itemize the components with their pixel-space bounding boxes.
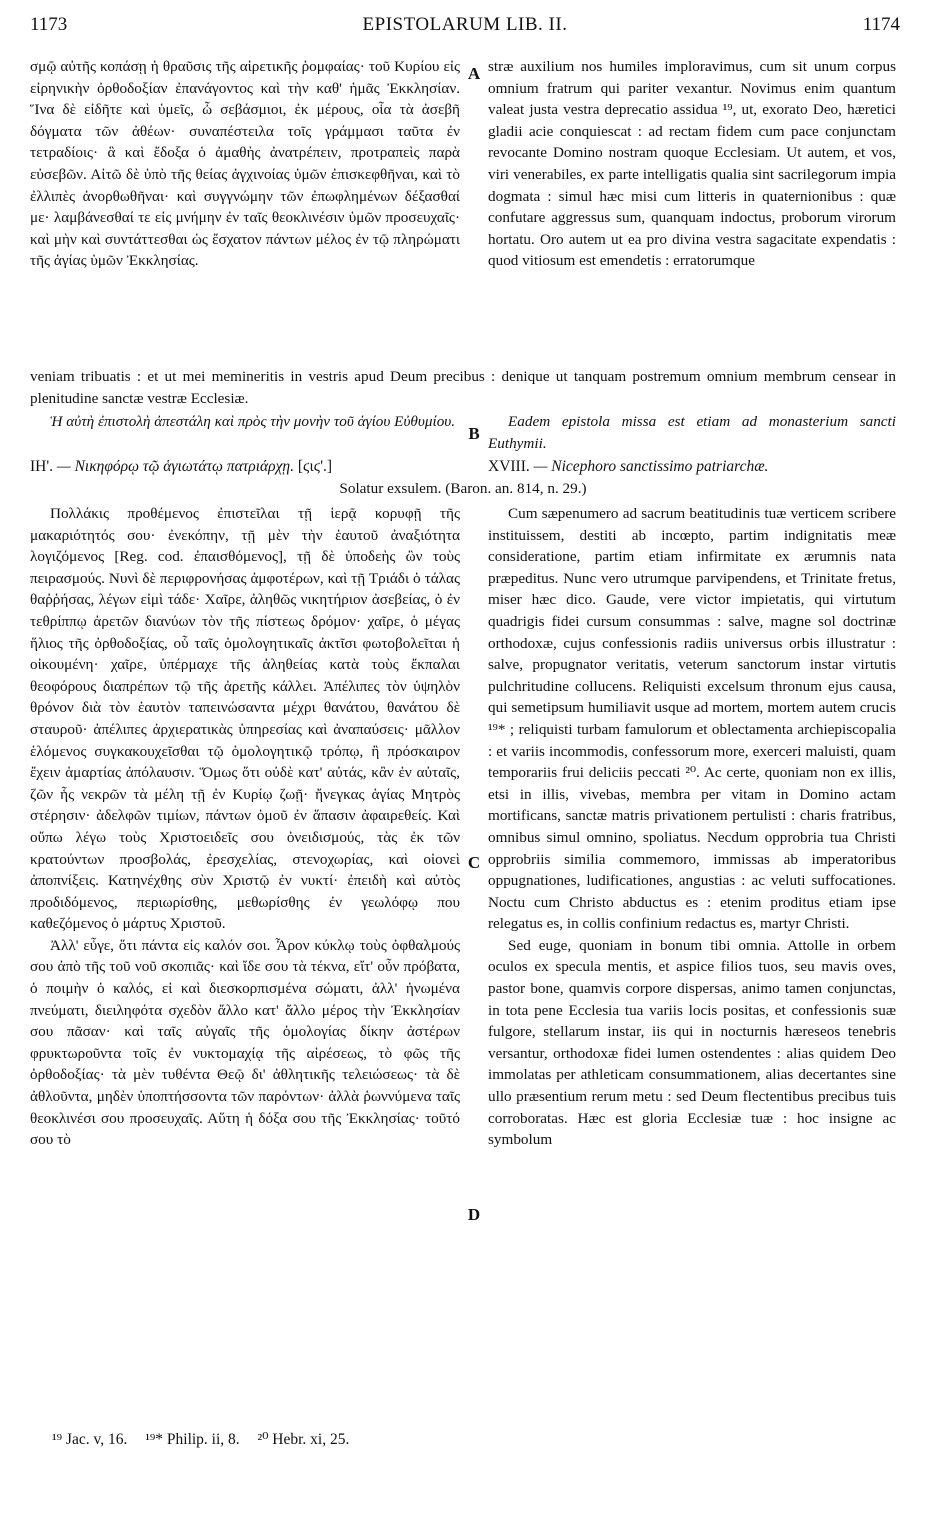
greek-letter-heading [30,456,460,478]
margin-marker-b: B [468,424,480,443]
latin-paragraph-2: Sed euge, quoniam in bonum tibi omnia. Attolle in orbem oculos ex specula mentis, et aspice filios tuos, seu mavis oves, pastor bone, quamvis corpore dispersas, animo tamen conjunctas, in tota pene Ecclesia tua variis locis positas, et confessionis suæ fulgore, stellarum instar, iis qui in nocturnis hæreseos tenebris versantur, orthodoxæ fidei lumen ostendentes : alias quidem Deo immolatas per athleticam consummationem, alias decertantes sine ullo præsentium rerum metu : sed Deum flectentibus precibus tuis corroboratas. Hæc est gloria Ecclesiæ tuæ : hoc insigne ac symbolum [488,936,896,1149]
latin-fullwidth-line [30,366,896,409]
letter-subtitle: Solatur exsulem. (Baron. an. 814, n. 29.) [339,480,587,497]
margin-marker-a: A [467,64,481,83]
latin-heading-number: XVIII. [488,458,530,475]
latin-note [488,411,896,454]
latin-continuation: veniam tribuatis : et ut mei memineritis in vestris apud Deum precibus : denique ut tanquam postremum omnium membrum censear in plenitudine sanctæ vestræ Ecclesiæ. [30,368,896,407]
latin-column-section1 [488,56,896,272]
greek-note-text: Ἡ αὐτὴ ἐπιστολὴ ἀπεστάλη καὶ πρὸς τὴν μονὴν τοῦ ἁγίου Εὐθυμίου. [50,413,456,430]
latin-paragraph-1: Cum sæpenumero ad sacrum beatitudinis tuæ verticem scribere instituissem, destiti ab incœpto, partim indignitatis meæ consideratione, partim etiam infirmitate ex ærumnis nata præpeditus. Nunc vero utrumque parvipendens, et Trinitate fretus, miser hæc dico. Gaude, vere victor impietatis, qui virtutum quadrigis fidei cursum consummas : salve, magne sol doctrinæ orthodoxæ, cujus confessionis radiis universus orbis illustratur : salve, propugnator veritatis, veterum sanctorum instar virtutis pulchritudine collucens. Reliquisti excelsum thronum ejus causa, qui semetipsum humiliavit usque ad mortem, mortem autem crucis ¹⁹* ; reliquisti turbam famulorum et oblectamenta archiepiscopalia : et variis incommodis, confessorum more, exerceri maluisti, quam temporariis frui deliciis peccati ²⁰. Ac certe, quoniam non ex illis, etsi in illis, vivebas, membra per vitam in Domino actam mortificans, sanctæ matris privationem pertulisti : charis fratribus, omnibus simul omnino, spoliatus. Necdum opprobria tua Christi opprobriis similia commemoro, immissas ab imperatoribus oppugnationes, ludificationes, angustias : ac veluti suffocationes. Noctu cum Christo abductus es : etenim proditus etiam ipse relegatus es, in collis confinium redactus es, martyr Christi. [488,505,896,933]
greek-heading-ref: [ϛιϛ'.] [297,458,333,475]
latin-heading-text: — Nicephoro sanctissimo patriarchæ. [533,458,769,475]
latin-paragraph: stræ auxilium nos humiles imploravimus, cum sit unum corpus omnium fratrum qui pariter vexantur. Novimus enim quantum valeat justa vestra deprecatio assidua ¹⁹, ut, exorato Deo, hæretici gladii acie conquiescat : ad rectam fidem cum pace conjunctam revocante Domino nostram quoque Ecclesiam. Ut autem, et vos, viri venerabiles, ex parte intelligatis qualia sint sacrilegorum impia dogmata : simul hæc misi cum litteris in quaternionibus : quæ confutare aggressus sum, quanquam indoctus, proborum virorum hortatu. Oro autem ut ea pro divina vestra sagacitate expendatis : quod vitiosum est emendetis : erratorumque [488,58,896,270]
margin-marker-d: D [467,1205,481,1224]
page-number-right: 1174 [862,14,900,35]
greek-column-section2 [30,503,460,1151]
footnote-2: ¹⁹* Philip. ii, 8. [145,1431,240,1448]
margin-marker-c: C [467,853,481,872]
greek-paragraph: σμῷ αὐτῆς κοπάσῃ ἡ θραῦσις τῆς αἱρετικῆς ῥομφαίας· τοῦ Κυρίου εἰς εἰρηνικὴν ὀρθοδοξίαν ἐπανάγοντος καὶ τὴν καθ' ἡμᾶς Ἐκκλησίαν. Ἵνα δὲ εἰδῆτε καὶ ὑμεῖς, ὦ σεβάσμιοι, ἐκ μέρους, οἷα τὰ ἀσεβῆ δόγματα τῶν ἀθέων· συναπέστειλα τοῖς γράμμασι ταῦτα ἐν τετραδίοις· ἃ καὶ ἔδοξα ὁ ἀμαθὴς ἀνατρέπειν, προτραπεὶς παρὰ εὐσεβῶν. Αἰτῶ δὲ ὑπὸ τῆς θείας ἀγχινοίας ὑμῶν ἐπισκεφθῆναι, καὶ τὸ ἐλλιπὲς ἀνορθωθῆναι· καὶ συγγνώμην τῶν ἐπωφλημένων δέξασθαί με· λαμβάνεσθαί τε εἰς μνήμην ἐν ταῖς θεοκλινέσιν ὑμῶν προσευχαῖς· καὶ μὴν καὶ συντάττεσθαι ὡς ἔσχατον πάντων μέλος ἐν τῷ πληρώματι τῆς ἁγίας ὑμῶν Ἐκκλησίας. [30,58,460,270]
latin-note-text: Eadem epistola missa est etiam ad monasterium sancti Euthymii. [488,413,896,452]
greek-paragraph-2: Ἀλλ' εὖγε, ὅτι πάντα εἰς καλόν σοι. Ἆρον κύκλῳ τοὺς ὀφθαλμούς σου ἀπὸ τῆς τοῦ νοῦ σκοπιᾶς· καὶ ἴδε σου τὰ τέκνα, εἴτ' οὖν πρόβατα, ὁ ποιμὴν ὁ καλός, εἰ καὶ διεσκορπισμένα σώματι, ἀλλ' ἡνωμένα πνεύματι, διειληφότα σχεδὸν ἄλλο κατ' ἄλλο μέρος τὴν Ἐκκλησίαν σου πᾶσαν· καὶ ταῖς αὐγαῖς τῆς ὁμολογίας δίκην ἀστέρων φρυκτωροῦντα τοῖς ἐν νυκτομαχίᾳ τῆς αἱρέσεως, τὸ φῶς τῆς ὀρθοδοξίας· τὰ μὲν τυθέντα Θεῷ δι' ἀθλητικῆς τελειώσεως· τὰ δὲ ἀθλοῦντα, μηδὲν ὑποπτήσσοντα τῶν παρόντων· ἀλλὰ ῥωννύμενα ταῖς θεοκλινέσι σου προσευχαῖς. Αὕτη ἡ δόξα σου τῆς Ἐκκλησίας· τοῦτό σου τὸ [30,936,460,1149]
greek-paragraph-1: Πολλάκις προθέμενος ἐπιστεῖλαι τῇ ἱερᾷ κορυφῇ τῆς μακαριότητός σου· ἐνεκόπην, τῇ μὲν τὴν ἑαυτοῦ ἀναξιότητα λογιζόμενος [Reg. cod. ἐπαισθόμενος], τῇ δὲ ὑποδεὴς ὢν τοὺς πειρασμούς. Νυνὶ δὲ περιφρονήσας ἀμφοτέρων, καὶ τῇ Τριάδι ὁ τάλας θαῤῥήσας, λέγων εἰμὶ τάδε· Χαῖρε, ἀληθῶς νικητήριον ἀσεβείας, ὁ ἐν τεθρίππῳ ἀρετῶν διανύων τὸν τῆς πίστεως δρόμον· χαῖρε, ὁ μέγας ἥλιος τῆς ὀρθοδοξίας, οὗ ταῖς ὁμολογητικαῖς ἀκτῖσι φωτοβολεῖται ἡ οἰκουμένη· χαῖρε, ὑπέρμαχε τῆς ἀληθείας κατὰ τοὺς ἔκπαλαι θεοφόρους διαπρέπων τῷ τῆς ἀρετῆς κάλλει. Ἀπέλιπες τὸν ὑψηλὸν θρόνον διὰ τὸν ἑαυτὸν ταπεινώσαντα μέχρι θανάτου, θανάτου δὲ σταυροῦ· ἀπέλιπες ἀρχιερατικὰς ὑπηρεσίας καὶ ἀναπαύσεις· μᾶλλον ἑλόμενος συγκακουχεῖσθαι τῷ ὁμολογητικῷ τρόπῳ, ἢ πρόσκαιρον ἔχειν ἁμαρτίας ἀπόλαυσιν. Ὅμως ὅτι οὐδὲ κατ' αὐτάς, κἂν ἐν αὐταῖς, ζῶν ἧς νεκρῶν τὰ μέλη τῇ ἐν Κυρίῳ ζωῇ· ἤνεγκας ἁγίας Μητρὸς στέρησιν· ἀδελφῶν τιμίων, πάντων ὁμοῦ ἐν ἅπασιν ἀφαιρεθείς. Καὶ οὔπω λέγω τοὺς Χριστοειδεῖς σου ὀνειδισμούς, τὰς ἐκ τῶν κρατούντων προσβολάς, ἐρεσχελίας, στενοχωρίας, καὶ οἱονεὶ ἀποπνίξεις. Κατηνέχθης σὺν Χριστῷ ἐν νυκτί· ἐπειδὴ καὶ αὐτὸς προδιδόμενος, περιωρίσθης, μεθωρίσθης ἐν γεωλόφῳ που καθεζόμενος ὁ μάρτυς Χριστοῦ. [30,505,460,933]
latin-column-section2 [488,503,896,1151]
footnote-3: ²⁰ Hebr. xi, 25. [257,1431,350,1448]
greek-heading-text: — Νικηφόρῳ τῷ ἁγιωτάτῳ πατριάρχῃ. [56,458,294,475]
footnotes [52,1430,552,1449]
running-title: EPISTOLARUM LIB. II. [362,14,568,35]
latin-letter-heading [488,456,896,478]
footnote-1: ¹⁹ Jac. v, 16. [52,1431,128,1448]
page-header [30,14,900,54]
page-number-left: 1173 [30,14,68,35]
greek-column-section1 [30,56,460,272]
greek-note [30,411,460,433]
greek-heading-number: ΙΗ'. [30,458,54,475]
